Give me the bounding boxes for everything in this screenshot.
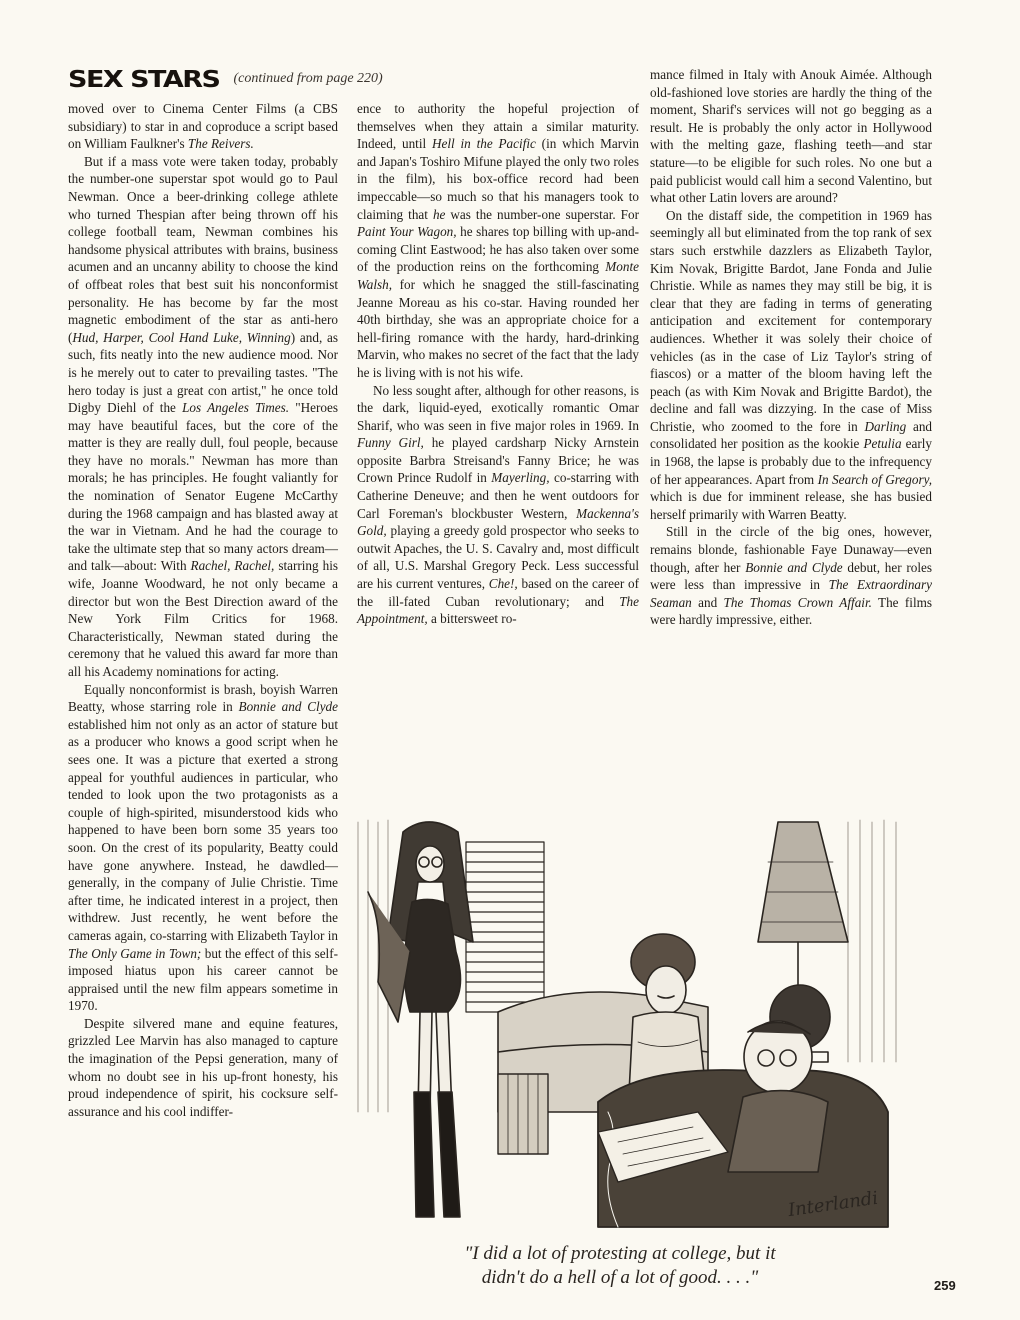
paragraph: ence to authority the hopeful projection of themselves when they attain a similar maturity. Indeed, until Hell in the Pacific (in which Marvin and Japan's Toshiro Mifune played the only two roles in the film), his box-office record had been impeccable—so much so that his managers took to claiming that he was the number-one superstar. For Paint Your Wagon, he shares top billing with up-and-coming Clint Eastwood; he has also taken over some of the production reins on the forthcoming Monte Walsh, for which he snagged the still-fascinating Jeanne Moreau as his co-star. Having rounded her 40th birthday, she was an appropriate choice for a hell-firing romance with the hardy, hard-drinking Marvin, who makes no secret of the fact that the lady he is living with is not his wife. [357, 101, 640, 380]
paragraph: mance filmed in Italy with Anouk Aimée. Although old-fashioned love stories are hardly the thing of the moment, Sharif's services will not go begging as a result. He is probably the only actor in Hollywood with the melting gaze, flashing teeth—and star stature—to be eligible for such roles. No one but a paid publicist would call him a second Valentino, but what other Latin lovers are around? [650, 67, 932, 206]
paragraph: No less sought after, although for other reasons, is the dark, liquid-eyed, exotically romantic Omar Sharif, who was seen in five major roles in 1969. In Funny Girl, he played cardsharp Nicky Arnstein opposite Barbra Streisand's Fanny Brice; he was Crown Prince Rudolf in Mayerling, co-starring with Catherine Deneuve; and then he went outdoors for Carl Foreman's blockbuster Western, Mackenna's Gold, playing a greedy gold prospector who seeks to outwit Apaches, the U. S. Cavalry and, most difficult of all, U.S. Marshal Gregory Peck. Less successful are his current ventures, Che!, based on the career of the ill-fated Cuban revolutionary; and The Appointment, a bittersweet ro- [357, 382, 639, 627]
text-column-3 [650, 66, 932, 629]
cartoon-caption [420, 1242, 820, 1290]
text-column-2 [357, 100, 639, 628]
paragraph: On the distaff side, the competition in 1969 has seemingly all but eliminated from the top rank of sex stars such erstwhile dazzlers as Elizabeth Taylor, Kim Novak, Brigitte Bardot, Jane Fonda and Julie Christie. While as names they may still be big, it is clear that they are fading in terms of generating anticipation and excitement for contemporary audiences. Whether it was solely their choice of vehicles (as in the case of Liz Taylor's string of fiascos) or a matter of the bloom having left the peach (as with Kim Novak and Brigitte Bardot), the decline and fall was dizzying. In the case of Miss Christie, who zoomed to the fore in Darling and consolidated her position as the kookie Petulia early in 1968, the lapse is probably due to the infrequency of her appearances. Apart from In Search of Gregory, which is due for imminent release, she has busied herself primarily with Warren Beatty. [650, 207, 933, 522]
caption-line: didn't do a hell of a lot of good. . . ." [481, 1267, 759, 1288]
paragraph: Still in the circle of the big ones, however, remains blonde, fashionable Faye Dunaway—even though, after her Bonnie and Clyde debut, her roles were less than impressive in The Extraordinary Seaman and The Thomas Crown Affair. The films were hardly impressive, either. [650, 524, 933, 628]
caption-line: "I did a lot of protesting at college, but it [464, 1243, 776, 1264]
article-header [68, 66, 383, 92]
window-shutters [466, 842, 544, 1012]
artist-signature: Interlandi [786, 1187, 880, 1222]
sex-stars-logo: SEX STARS [68, 65, 220, 93]
paragraph: But if a mass vote were taken today, probably the number-one superstar spot would go to Paul Newman. Once a beer-drinking college athlete who turned Thespian after being thrown off his college football team, Newman combines his handsome physical attributes with brains, business acumen and an uncanny ability to choose the kind of offbeat roles that best suit his nonconformist personality. He has become by far the most magnetic embodiment of the star as anti-hero (Hud, Harper, Cool Hand Luke, Winning) and, as such, fits neatly into the new audience mood. Nor is he merely out to cater to prevailing tastes. "The hero today is just a great con artist," he once told Digby Diehl of the Los Angeles Times. "Heroes may have beautiful faces, but the core of the matter is they are really dull, foul people, because they have no morals." Newman has more than morals; he has principles. He fought valiantly for the nomination of Senator Eugene McCarthy during the 1968 campaign and has blasted away at the war in Vietnam. And he had the courage to take the ultimate step that so many actors dream—and talk—about: With Rachel, Rachel, starring his wife, Joanne Woodward, he not only became a director but won the Best Direction award of the New York Film Critics for 1968. Characteristically, Newman stated during the ceremony that he valued this award far more than all his Academy nominations for acting. [68, 153, 338, 679]
text-column-1 [68, 100, 338, 1120]
paragraph: Despite silvered mane and equine features, grizzled Lee Marvin has also managed to capture the imagination of the Pepsi generation, many of whom no doubt see in his up-front honesty, his proud independence of spirit, his cocksure self-assurance and his cool indiffer- [68, 1015, 338, 1119]
shopping-bag [498, 1074, 548, 1154]
paragraph: Equally nonconformist is brash, boyish Warren Beatty, whose starring role in Bonnie and Clyde established him not only as an actor of stature but as a producer who knows a good script when he sees one. It was a picture that exerted a strong appeal for youthful audiences in particular, who tended to look upon the two protagonists as a couple of high-spirited, misunderstood kids who happened to have been born some 35 years too soon. On the crest of its popularity, Beatty could have gone anywhere. Instead, he dawdled—generally, in the company of Julie Christie. Time after time, he indicated interest in a project, then withdrew. Just recently, he went before the cameras again, co-starring with Elizabeth Taylor in The Only Game in Town; but the effect of this self-imposed hiatus upon his career cannot be appraised until the new film appears sometime in 1970. [68, 681, 339, 1014]
cartoon-illustration [348, 812, 908, 1232]
paragraph: moved over to Cinema Center Films (a CBS subsidiary) to star in and coproduce a script based on William Faulkner's The Reivers. [68, 101, 338, 152]
page-number: 259 [934, 1278, 956, 1293]
standing-young-woman [368, 822, 473, 1217]
continued-note: (continued from page 220) [233, 71, 383, 86]
